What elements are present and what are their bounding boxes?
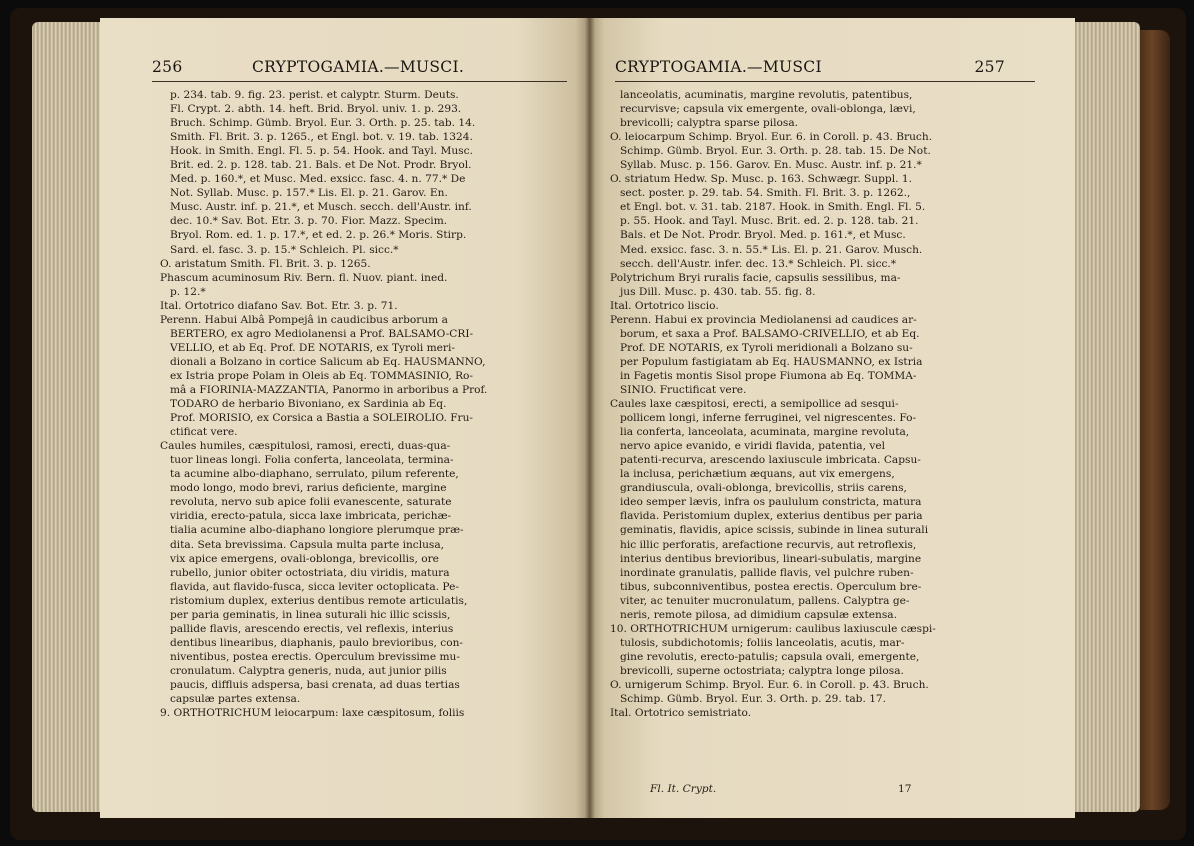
text-line: recurvisve; capsula vix emergente, ovali-oblonga, lævi, [620, 103, 916, 116]
text-line: Caules humiles, cæspitulosi, ramosi, erecti, duas-qua- [160, 440, 451, 453]
text-line: TODARO de herbario Bivoniano, ex Sardinia ab Eq. [170, 398, 447, 411]
book-gutter [585, 18, 595, 818]
text-line: ideo semper lævis, infra os paululum constricta, matura [620, 496, 922, 509]
text-line: grandiuscula, ovali-oblonga, brevicollis, striis carens, [620, 482, 907, 495]
text-line: neris, remote pilosa, ad dimidium capsulæ extensa. [620, 608, 897, 621]
text-line: VELLIO, et ab Eq. Prof. DE NOTARIS, ex Tyroli meri- [170, 341, 455, 354]
text-line: Caules laxe cæspitosi, erecti, a semipollice ad sesqui- [610, 398, 899, 411]
right-running-title: CRYPTOGAMIA.—MUSCI [615, 58, 822, 76]
right-page-header [615, 58, 1035, 82]
text-line: Fl. Crypt. 2. abth. 14. heft. Brid. Bryol. univ. 1. p. 293. [170, 103, 462, 116]
text-line: hic illic perforatis, arefactione recurvis, aut retroflexis, [620, 538, 917, 551]
right-page-text [610, 88, 1014, 720]
right-header-rule [615, 81, 1035, 82]
text-line: Bals. et De Not. Prodr. Bryol. Med. p. 161.*, et Musc. [620, 229, 906, 242]
text-line: SINIO. Fructificat vere. [620, 383, 747, 396]
text-line: Perenn. Habui ex provincia Mediolanensi ad caudices ar- [610, 313, 917, 326]
text-line: Hook. in Smith. Engl. Fl. 5. p. 54. Hook. and Tayl. Musc. [170, 145, 473, 158]
text-line: p. 234. tab. 9. fig. 23. perist. et calyptr. Sturm. Deuts. [170, 89, 459, 101]
text-line: O. leiocarpum Schimp. Bryol. Eur. 6. in Coroll. p. 43. Bruch. [610, 131, 933, 144]
text-line: Sard. el. fasc. 3. p. 15.* Schleich. Pl. sicc.* [170, 243, 399, 256]
text-line: Perenn. Habui Albâ Pompejâ in caudicibus arborum a [160, 313, 448, 326]
text-line: O. aristatum Smith. Fl. Brit. 3. p. 1265. [160, 257, 371, 270]
text-line: Ital. Ortotrico liscio. [610, 299, 719, 312]
text-line: tialia acumine albo-diaphano longiore plerumque præ- [170, 524, 464, 537]
signature-number: 17 [898, 783, 912, 795]
left-page-header [152, 58, 567, 82]
text-line: nervo apice evanido, e viridi flavida, patentia, vel [620, 440, 885, 453]
text-line: per paria geminatis, in linea suturali hic illic scissis, [170, 608, 451, 621]
text-line: O. striatum Hedw. Sp. Musc. p. 163. Schwægr. Suppl. 1. [610, 173, 912, 186]
text-line: Bruch. Schimp. Gümb. Bryol. Eur. 3. Orth. p. 25. tab. 14. [170, 117, 476, 130]
text-line: tulosis, subdichotomis; foliis lanceolatis, acutis, mar- [620, 636, 905, 649]
text-line: niventibus, postea erectis. Operculum brevissime mu- [170, 650, 460, 663]
text-line: sect. poster. p. 29. tab. 54. Smith. Fl. Brit. 3. p. 1262., [620, 187, 911, 200]
text-line: brevicolli; calyptra sparse pilosa. [620, 117, 799, 130]
text-line: Schimp. Gümb. Bryol. Eur. 3. Orth. p. 29. tab. 17. [620, 693, 887, 706]
text-line: Smith. Fl. Brit. 3. p. 1265., et Engl. bot. v. 19. tab. 1324. [170, 131, 473, 144]
text-line: Ital. Ortotrico diafano Sav. Bot. Etr. 3. p. 71. [160, 299, 398, 312]
text-line: geminatis, flavidis, apice scissis, subinde in linea suturali [620, 524, 929, 537]
text-line: paucis, diffluis adspersa, basi crenata, ad duas tertias [170, 678, 460, 691]
text-line: viter, ac tenuiter mucronulatum, pallens. Calyptra ge- [620, 594, 910, 607]
text-line: Ital. Ortotrico semistriato. [610, 707, 752, 720]
text-line: Schimp. Gümb. Bryol. Eur. 3. Orth. p. 28. tab. 15. De Not. [620, 145, 931, 158]
right-page-edges [1070, 22, 1140, 812]
text-line: capsulæ partes extensa. [170, 693, 301, 706]
text-line: O. urnigerum Schimp. Bryol. Eur. 6. in Coroll. p. 43. Bruch. [610, 678, 929, 691]
left-header-rule [152, 81, 567, 82]
text-line: flavida, aut flavido-fusca, sicca leviter octoplicata. Pe- [170, 580, 459, 593]
text-line: Prof. DE NOTARIS, ex Tyroli meridionali a Bolzano su- [620, 341, 913, 354]
text-line: in Fagetis montis Sisol prope Fiumona ab Eq. TOMMA- [620, 369, 917, 382]
text-line: Phascum acuminosum Riv. Bern. fl. Nuov. piant. ined. [160, 271, 448, 284]
text-line: lia conferta, lanceolata, acuminata, margine revoluta, [620, 426, 910, 439]
text-line: ta acumine albo-diaphano, serrulato, pilum referente, [170, 468, 459, 481]
text-line: 10. ORTHOTRICHUM urnigerum: caulibus laxiuscule cæspi- [610, 622, 936, 635]
text-line: Med. p. 160.*, et Musc. Med. exsicc. fasc. 4. n. 77.* De [170, 173, 466, 186]
text-line: Not. Syllab. Musc. p. 157.* Lis. El. p. 21. Garov. En. [170, 187, 448, 200]
text-line: borum, et saxa a Prof. BALSAMO-CRIVELLIO, et ab Eq. [620, 327, 920, 340]
text-line: mâ a FIORINIA-MAZZANTIA, Panormo in arboribus a Prof. [170, 383, 488, 396]
text-line: Bryol. Rom. ed. 1. p. 17.*, et ed. 2. p. 26.* Moris. Stirp. [170, 229, 467, 242]
text-line: dentibus linearibus, diaphanis, paulo brevioribus, con- [170, 636, 463, 649]
text-line: 9. ORTHOTRICHUM leiocarpum: laxe cæspitosum, foliis [160, 707, 465, 720]
text-line: patenti-recurva, arescendo laxiuscule imbricata. Capsu- [620, 454, 921, 467]
signature-mark: Fl. It. Crypt. [650, 783, 717, 795]
text-line: viridia, erecto-patula, sicca laxe imbricata, perichæ- [170, 510, 452, 523]
text-line: flavida. Peristomium duplex, exterius dentibus per paria [620, 510, 923, 523]
text-line: gine revolutis, erecto-patulis; capsula ovali, emergente, [620, 650, 920, 663]
text-line: ex Istria prope Polam in Oleis ab Eq. TOMMASINIO, Ro- [170, 369, 474, 382]
text-line: Med. exsicc. fasc. 3. n. 55.* Lis. El. p. 21. Garov. Musch. [620, 243, 923, 256]
text-line: Syllab. Musc. p. 156. Garov. En. Musc. Austr. inf. p. 21.* [620, 159, 922, 172]
text-line: vix apice emergens, ovali-oblonga, brevicollis, ore [170, 552, 439, 565]
text-line: la inclusa, perichætium æquans, aut vix emergens, [620, 468, 895, 481]
text-line: tibus, subconniventibus, postea erectis. Operculum bre- [620, 580, 922, 593]
text-line: dec. 10.* Sav. Bot. Etr. 3. p. 70. Fior. Mazz. Specim. [170, 215, 448, 228]
text-line: pollicem longi, inferne ferruginei, vel nigrescentes. Fo- [620, 412, 917, 425]
book-cover-edge [1140, 30, 1170, 810]
text-line: BERTERO, ex agro Mediolanensi a Prof. BALSAMO-CRI- [170, 327, 474, 340]
text-line: ristomium duplex, exterius dentibus remote articulatis, [170, 594, 468, 607]
text-line: revoluta, nervo sub apice folii evanescente, saturate [170, 496, 452, 509]
text-line: dita. Seta brevissima. Capsula multa parte inclusa, [170, 538, 445, 551]
left-page-edges [32, 22, 102, 812]
left-page-number: 256 [152, 58, 183, 76]
text-line: modo longo, modo brevi, rarius deficiente, margine [170, 482, 447, 495]
text-line: pallide flavis, arescendo erectis, vel reflexis, interius [170, 622, 454, 635]
text-line: ctificat vere. [170, 426, 238, 439]
text-line: jus Dill. Musc. p. 430. tab. 55. fig. 8. [620, 285, 816, 298]
text-line: cronulatum. Calyptra generis, nuda, aut junior pilis [170, 664, 447, 677]
text-line: lanceolatis, acuminatis, margine revolutis, patentibus, [620, 89, 913, 101]
text-line: interius dentibus brevioribus, lineari-subulatis, margine [620, 552, 922, 565]
left-running-title: CRYPTOGAMIA.—MUSCI. [252, 58, 465, 76]
text-line: p. 12.* [170, 285, 206, 298]
text-line: p. 55. Hook. and Tayl. Musc. Brit. ed. 2. p. 128. tab. 21. [620, 215, 919, 228]
text-line: Musc. Austr. inf. p. 21.*, et Musch. secch. dell'Austr. inf. [170, 201, 472, 214]
text-line: inordinate granulatis, pallide flavis, vel pulchre ruben- [620, 566, 914, 579]
text-line: Polytrichum Bryi ruralis facie, capsulis sessilibus, ma- [610, 271, 901, 284]
left-page-text [160, 88, 570, 720]
text-line: Brit. ed. 2. p. 128. tab. 21. Bals. et De Not. Prodr. Bryol. [170, 159, 472, 172]
text-line: Prof. MORISIO, ex Corsica a Bastia a SOLEIROLIO. Fru- [170, 412, 474, 425]
text-line: per Populum fastigiatam ab Eq. HAUSMANNO, ex Istria [620, 355, 923, 368]
text-line: et Engl. bot. v. 31. tab. 2187. Hook. in Smith. Engl. Fl. 5. [620, 201, 926, 214]
text-line: tuor lineas longi. Folia conferta, lanceolata, termina- [170, 454, 454, 467]
text-line: brevicolli, superne octostriata; calyptra longe pilosa. [620, 664, 904, 677]
text-line: secch. dell'Austr. infer. dec. 13.* Schleich. Pl. sicc.* [620, 257, 897, 270]
text-line: rubello, junior obiter octostriata, diu viridis, matura [170, 566, 450, 579]
text-line: dionali a Bolzano in cortice Salicum ab Eq. HAUSMANNO, [170, 355, 486, 368]
right-page-number: 257 [974, 58, 1005, 76]
